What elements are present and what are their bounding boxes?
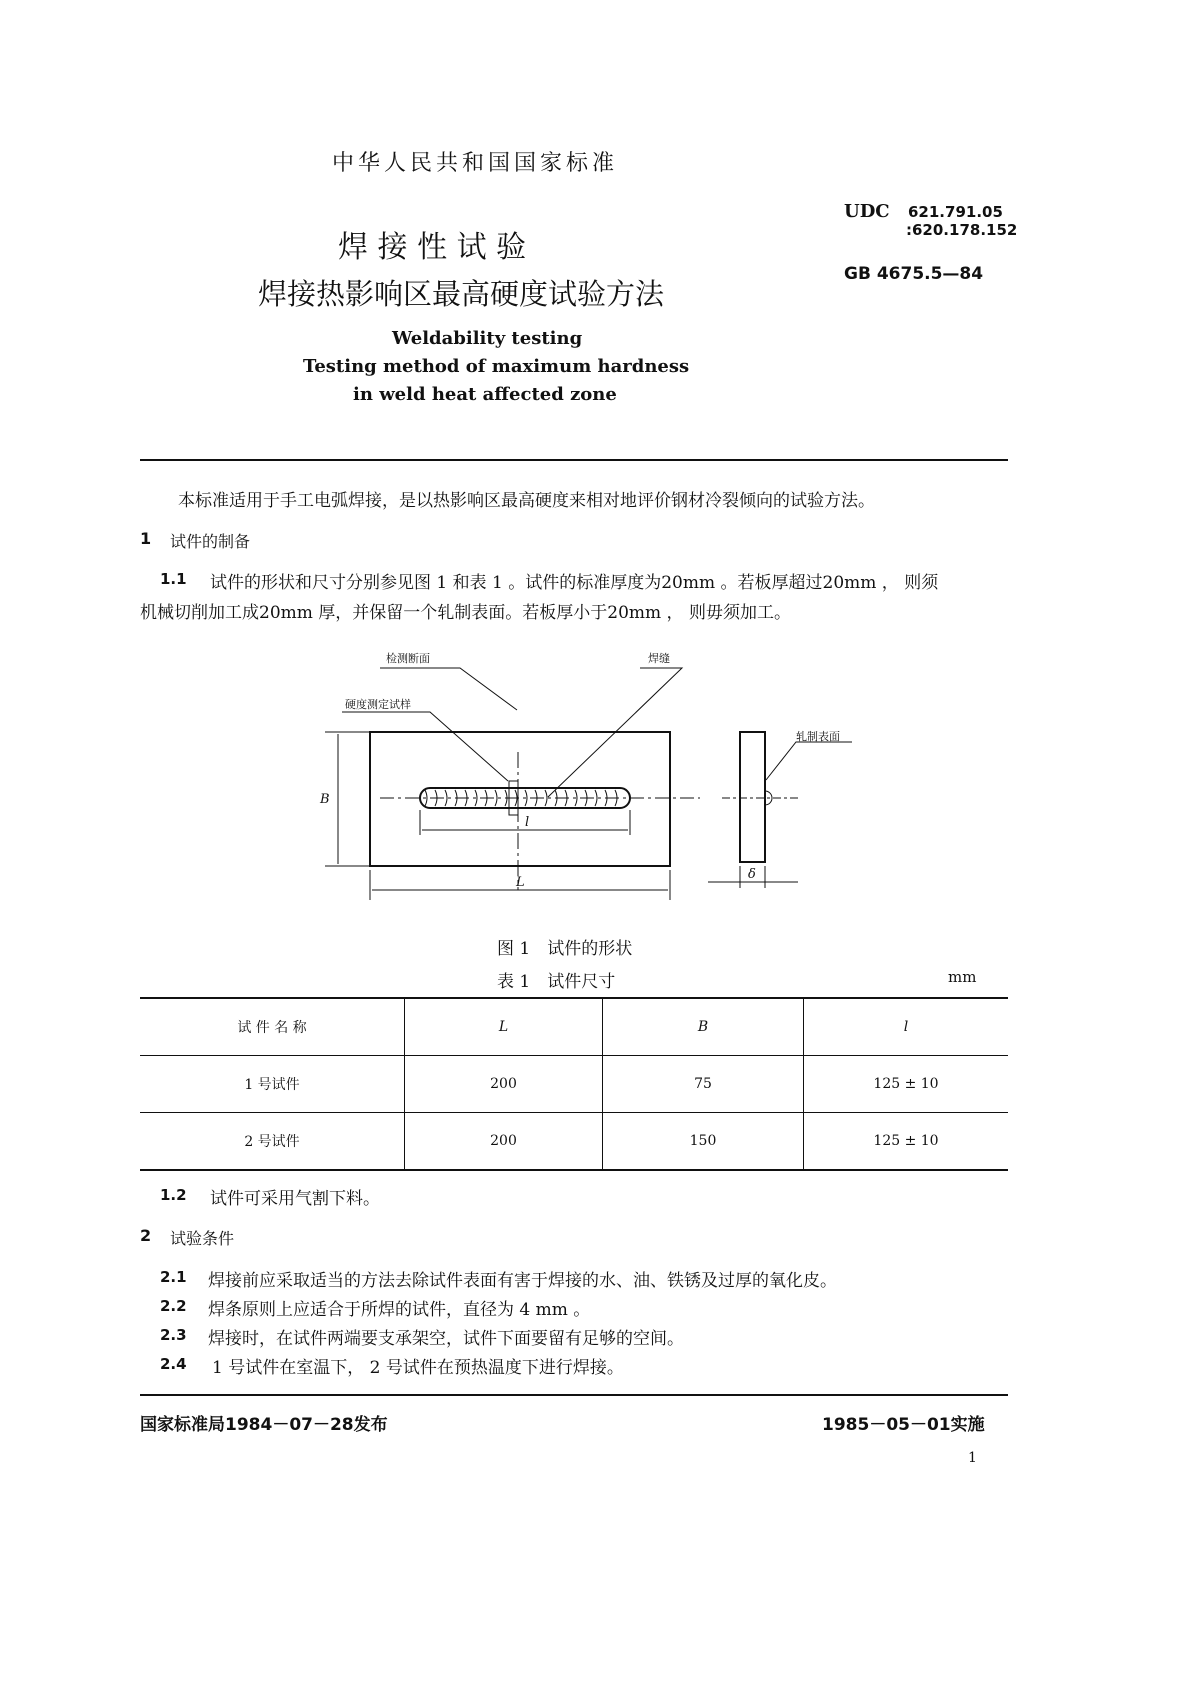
side-view-outline (740, 732, 765, 862)
section-1-title: 试件的制备 (170, 532, 251, 551)
label-rolled-surface: 轧制表面 (796, 730, 840, 743)
clause-1-1-number: 1.1 (160, 570, 187, 588)
clause-number: 2.3 (160, 1326, 187, 1344)
udc-code-1: 621.791.05 (908, 203, 1003, 221)
table-row (140, 1113, 1008, 1171)
english-title-1: Weldability testing (392, 328, 583, 349)
plate-outline (370, 732, 670, 866)
header-cell: l (804, 998, 1009, 1056)
table-header-row (140, 998, 1008, 1056)
table-cell: 200 (405, 1056, 603, 1113)
header-cell: L (405, 998, 603, 1056)
clause-text: 焊接时，在试件两端要支承架空，试件下面要留有足够的空间。 (208, 1329, 684, 1349)
label-weld: 焊缝 (648, 652, 670, 665)
dim-label-B: B (320, 792, 330, 807)
clause-text: 焊条原则上应适合于所焊的试件，直径为 4 mm 。 (208, 1300, 591, 1320)
issuing-org: 中华人民共和国国家标准 (332, 151, 619, 176)
english-title-3: in weld heat affected zone (353, 384, 617, 405)
section-2-number: 2 (140, 1226, 152, 1245)
label-inspection-section: 检测断面 (386, 652, 430, 665)
title-line2: 焊接热影响区最高硬度试验方法 (258, 277, 665, 311)
dim-label-l: l (525, 815, 530, 830)
figure-caption: 图 1 试件的形状 (497, 939, 633, 959)
label-hardness-specimen: 硬度测定试样 (345, 698, 411, 711)
clause-1-2-number: 1.2 (160, 1186, 187, 1204)
dim-label-delta: δ (748, 867, 756, 882)
table-cell: 125 ± 10 (804, 1113, 1009, 1171)
table-cell: 75 (603, 1056, 804, 1113)
header-cell: B (603, 998, 804, 1056)
clause-text: 1 号试件在室温下， 2 号试件在预热温度下进行焊接。 (212, 1358, 624, 1378)
page-number: 1 (968, 1450, 977, 1466)
title-line1: 焊 接 性 试 验 (338, 230, 527, 265)
specimen-dimensions-table (140, 997, 1008, 1171)
intro-paragraph: 本标准适用于手工电弧焊接，是以热影响区最高硬度来相对地评价钢材冷裂倾向的试验方法。 (178, 491, 875, 511)
effective-date: 1985－05－01实施 (822, 1415, 985, 1435)
clause-1-1-line1: 试件的形状和尺寸分别参见图 1 和表 1 。试件的标准厚度为20mm 。若板厚超过20mm ， 则须 (210, 573, 939, 593)
clause-number: 2.1 (160, 1268, 187, 1286)
header-cell: 试 件 名 称 (140, 998, 405, 1056)
table-cell: 200 (405, 1113, 603, 1171)
clause-number: 2.2 (160, 1297, 187, 1315)
issue-date: 国家标准局1984－07－28发布 (140, 1415, 388, 1435)
table-row (140, 1056, 1008, 1113)
footer-rule (140, 1394, 1008, 1396)
clause-1-1-line2: 机械切削加工成20mm 厚，并保留一个轧制表面。若板厚小于20mm ， 则毋须加工。 (140, 603, 791, 623)
section-1-number: 1 (140, 529, 152, 548)
clause-number: 2.4 (160, 1355, 187, 1373)
table-cell: 150 (603, 1113, 804, 1171)
dim-label-L: L (516, 875, 525, 890)
table-unit: mm (948, 968, 977, 986)
udc-label: UDC (844, 201, 890, 222)
table-caption: 表 1 试件尺寸 (497, 972, 616, 992)
clause-text: 焊接前应采取适当的方法去除试件表面有害于焊接的水、油、铁锈及过厚的氧化皮。 (208, 1271, 837, 1291)
clause-1-2-text: 试件可采用气割下料。 (210, 1189, 380, 1209)
udc-code-2: :620.178.152 (906, 221, 1018, 239)
table-cell: 1 号试件 (140, 1056, 405, 1113)
section-2-title: 试验条件 (170, 1229, 235, 1248)
table-cell: 125 ± 10 (804, 1056, 1009, 1113)
gb-number: GB 4675.5—84 (844, 264, 984, 284)
table-cell: 2 号试件 (140, 1113, 405, 1171)
english-title-2: Testing method of maximum hardness (303, 356, 690, 377)
